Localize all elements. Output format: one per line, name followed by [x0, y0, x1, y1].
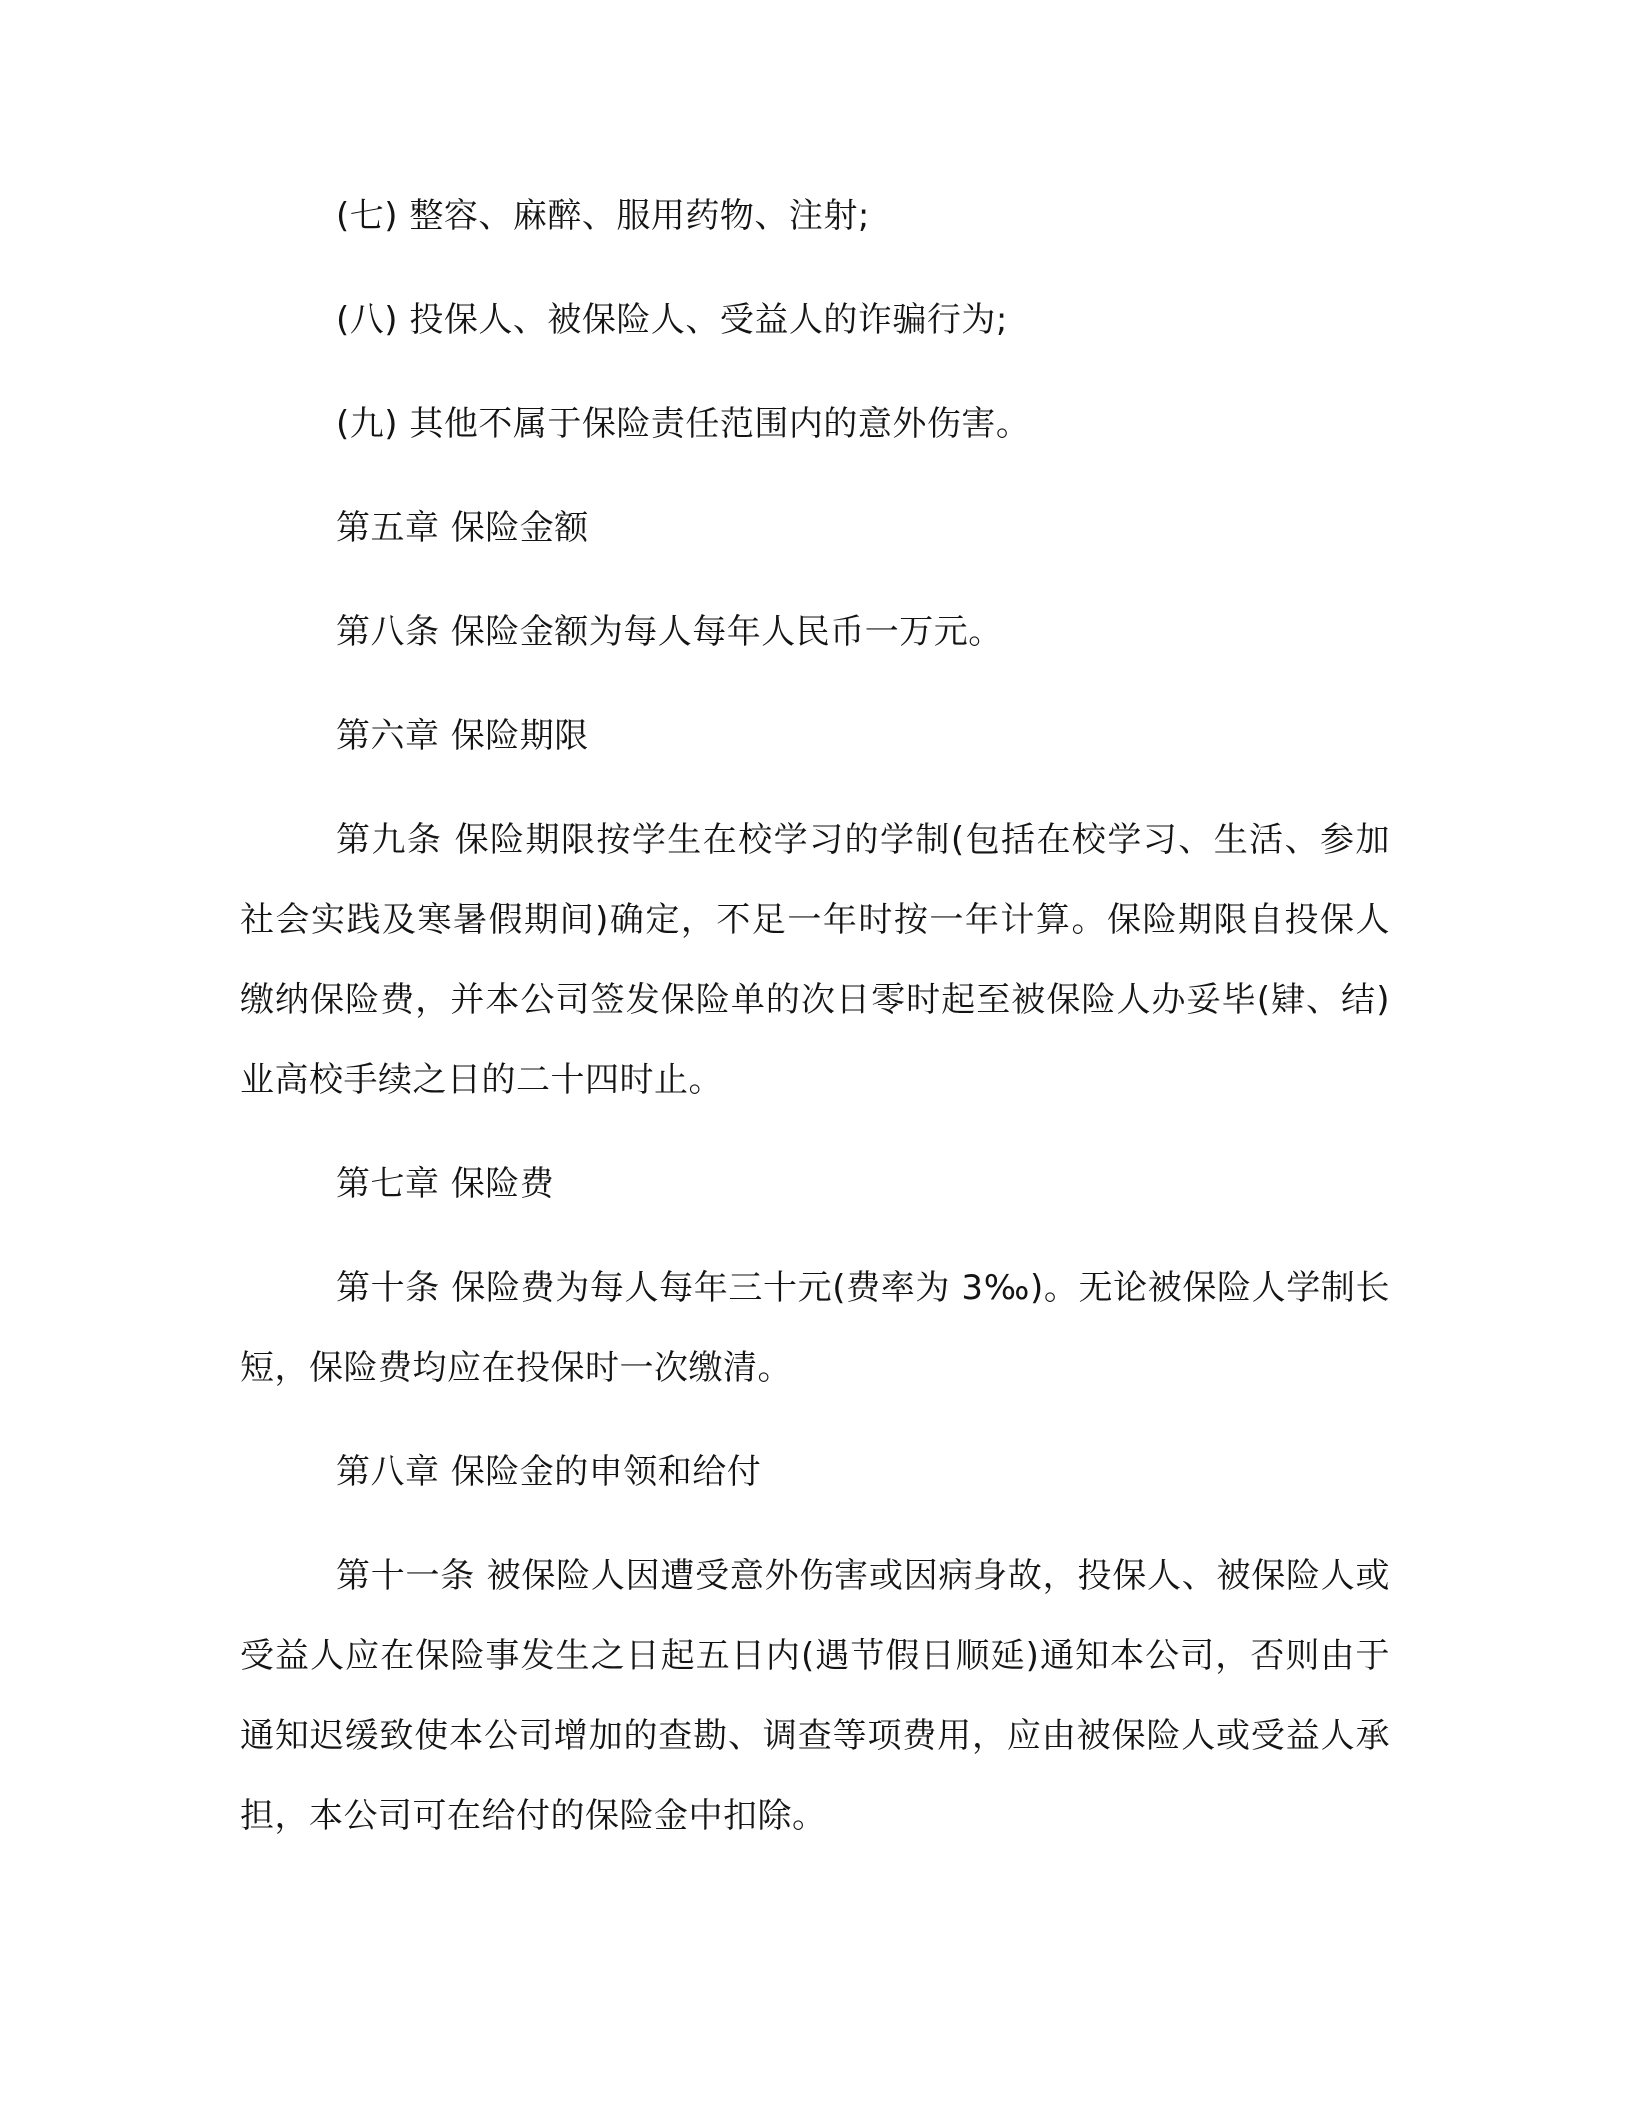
article-ten: 第十条 保险费为每人每年三十元(费率为 3‰)。无论被保险人学制长短，保险费均应在投保时一次缴清。	[240, 1268, 1390, 1388]
chapter-six-heading: 第六章 保险期限	[336, 716, 589, 756]
list-item-seven: (七) 整容、麻醉、服用药物、注射;	[336, 196, 870, 236]
article-eight: 第八条 保险金额为每人每年人民币一万元。	[336, 612, 1003, 652]
article-eleven: 第十一条 被保险人因遭受意外伤害或因病身故，投保人、被保险人或受益人应在保险事发生之日起五日内(遇节假日顺延)通知本公司，否则由于通知迟缓致使本公司增加的查勘、调查等项费用，应由被保险人或受益人承担，本公司可在给付的保险金中扣除。	[240, 1556, 1390, 1836]
list-item-nine: (九) 其他不属于保险责任范围内的意外伤害。	[336, 404, 1031, 444]
chapter-five-heading: 第五章 保险金额	[336, 508, 589, 548]
article-nine: 第九条 保险期限按学生在校学习的学制(包括在校学习、生活、参加社会实践及寒暑假期间)确定，不足一年时按一年计算。保险期限自投保人缴纳保险费，并本公司签发保险单的次日零时起至被保险人办妥毕(肄、结)业高校手续之日的二十四时止。	[240, 820, 1390, 1100]
document-body	[240, 176, 1390, 1880]
chapter-seven-heading: 第七章 保险费	[336, 1164, 555, 1204]
chapter-eight-heading: 第八章 保险金的申领和给付	[336, 1452, 762, 1492]
list-item-eight: (八) 投保人、被保险人、受益人的诈骗行为;	[336, 300, 1008, 340]
